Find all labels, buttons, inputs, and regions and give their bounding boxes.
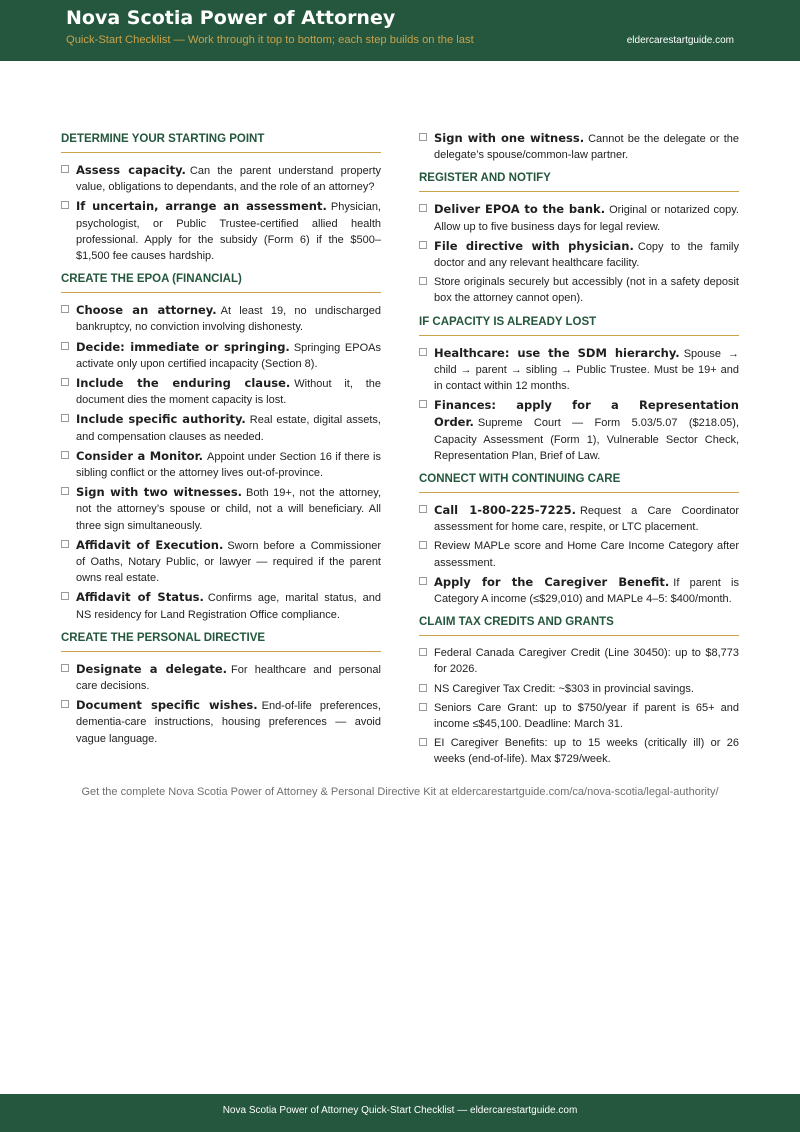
checklist-item	[419, 538, 739, 570]
checkbox[interactable]	[419, 577, 427, 585]
checklist-item	[61, 484, 381, 534]
item-lead: If uncertain, arrange an assessment.	[76, 199, 327, 214]
item-text: EI Caregiver Benefits: up to 15 weeks (critically ill) or 26 weeks (end-of-life). Max $729/week.	[434, 737, 739, 766]
item-text: Request a Care Coordinator assessment for home care, respite, or LTC placement.	[434, 505, 739, 534]
checklist-item	[61, 661, 381, 694]
item-text: If parent is Category A income (≤$29,010) and MAPLe 4–5: $400/month.	[434, 576, 739, 606]
item-lead: Document specific wishes.	[76, 698, 258, 713]
page-subtitle: Quick-Start Checklist — Work through it top to bottom; each step builds on the last	[66, 34, 474, 46]
checklist-item	[419, 735, 739, 767]
section-heading: CREATE THE EPOA (FINANCIAL)	[61, 270, 381, 293]
checklist-section	[419, 470, 739, 607]
item-text: Federal Canada Caregiver Credit (Line 30450): up to $8,773 for 2026.	[434, 647, 739, 676]
checkbox[interactable]	[419, 133, 427, 141]
checklist-item	[61, 411, 381, 444]
checkbox[interactable]	[419, 204, 427, 212]
item-lead: Sign with two witnesses.	[76, 485, 243, 500]
checklist-item	[419, 345, 739, 395]
item-text: Both 19+, not the attorney, not the attorney’s spouse or child, not a will beneficiary. All three sign simultaneously.	[76, 487, 381, 532]
checklist-item	[61, 198, 381, 264]
checkbox[interactable]	[61, 487, 69, 495]
section-heading: CLAIM TAX CREDITS AND GRANTS	[419, 613, 739, 636]
checklist-item	[61, 448, 381, 481]
checkbox[interactable]	[61, 201, 69, 209]
checkbox[interactable]	[419, 684, 427, 692]
item-text: Original or notarized copy. Allow up to five business days for legal review.	[434, 204, 739, 233]
checklist-item	[419, 645, 739, 677]
checklist-item	[61, 375, 381, 408]
item-text: Springing EPOAs activate only upon certified incapacity (Section 8).	[76, 341, 381, 370]
item-text: Sworn before a Commissioner of Oaths, Notary Public, or lawyer — required if the parent owns real estate.	[76, 539, 381, 585]
item-text: Spouse → child → parent → sibling → Public Trustee. Must be 19+ and in contact within 12 months.	[434, 347, 739, 393]
checklist-item	[61, 302, 381, 335]
checklist-item	[419, 201, 739, 234]
checkbox[interactable]	[419, 703, 427, 711]
checklist-item	[61, 537, 381, 587]
item-text: Review MAPLe score and Home Care Income Category after assessment.	[434, 540, 739, 569]
checkbox[interactable]	[61, 378, 69, 386]
page-footer	[0, 1094, 800, 1132]
checklist-item	[419, 574, 739, 607]
checkbox[interactable]	[419, 348, 427, 356]
checklist-section	[61, 130, 381, 264]
item-text: Supreme Court — Form 5.03/5.07 ($218.05), Capacity Assessment (Form 1), Vulnerable Sector Check, Representation Plan, Brief of Law.	[434, 417, 739, 462]
checklist-item	[419, 700, 739, 732]
item-lead: Include the enduring clause.	[76, 376, 291, 391]
item-lead: Decide: immediate or springing.	[76, 339, 290, 354]
section-heading: DETERMINE YOUR STARTING POINT	[61, 130, 381, 153]
item-lead: Sign with one witness.	[434, 131, 585, 145]
item-lead: Affidavit of Execution.	[76, 537, 224, 552]
checklist-item	[419, 681, 739, 697]
item-lead: Apply for the Caregiver Benefit.	[434, 574, 670, 589]
checklist-item	[419, 397, 739, 464]
footer-text: Nova Scotia Power of Attorney Quick-Start Checklist — eldercarestartguide.com	[222, 1105, 578, 1116]
checklist-item	[61, 589, 381, 622]
checkbox[interactable]	[61, 342, 69, 350]
checklist-body	[61, 130, 739, 770]
checklist-item	[419, 238, 739, 271]
checkbox[interactable]	[61, 540, 69, 548]
item-text: Real estate, digital assets, and compensation clauses as needed.	[76, 414, 381, 443]
item-text: Store originals securely but accessibly (not in a safety deposit box the attorney cannot open).	[434, 276, 739, 305]
section-heading: CONNECT WITH CONTINUING CARE	[419, 470, 739, 493]
checklist-section	[61, 270, 381, 623]
checklist-item	[61, 162, 381, 195]
section-heading: REGISTER AND NOTIFY	[419, 169, 739, 192]
item-lead: Affidavit of Status.	[76, 590, 204, 605]
item-text: Copy to the family doctor and any relevant healthcare facility.	[434, 240, 739, 270]
item-lead: File directive with physician.	[434, 238, 634, 253]
checkbox[interactable]	[61, 305, 69, 313]
item-lead: Include specific authority.	[76, 412, 246, 427]
item-text: At least 19, no undischarged bankruptcy, no conviction involving dishonesty.	[76, 305, 381, 334]
item-text: Cannot be the delegate or the delegate’s spouse/common-law partner.	[434, 133, 739, 162]
checkbox[interactable]	[419, 505, 427, 513]
checkbox[interactable]	[61, 592, 69, 600]
item-lead: Designate a delegate.	[76, 661, 228, 676]
item-lead: Finances: apply for a Representation Order.	[434, 398, 739, 430]
checklist-section	[419, 169, 739, 306]
checklist-item	[419, 502, 739, 535]
checkbox[interactable]	[419, 400, 427, 408]
checklist-item	[61, 339, 381, 372]
page-header	[0, 0, 800, 61]
checkbox[interactable]	[61, 664, 69, 672]
item-text: Confirms age, marital status, and NS residency for Land Registration Office compliance.	[76, 592, 381, 621]
section-heading: IF CAPACITY IS ALREADY LOST	[419, 313, 739, 336]
checkbox[interactable]	[419, 541, 427, 549]
checkbox[interactable]	[61, 165, 69, 173]
site-url: eldercarestartguide.com	[626, 35, 734, 46]
section-heading: CREATE THE PERSONAL DIRECTIVE	[61, 629, 381, 652]
page-title: Nova Scotia Power of Attorney	[66, 7, 396, 29]
checklist-item	[419, 274, 739, 306]
item-lead: Healthcare: use the SDM hierarchy.	[434, 345, 680, 360]
item-text: For healthcare and personal care decisions.	[76, 663, 381, 693]
item-lead: Assess capacity.	[76, 163, 186, 177]
item-text: End-of-life preferences, dementia-care instructions, housing preferences — avoid vague language.	[76, 700, 381, 745]
item-lead: Consider a Monitor.	[76, 448, 203, 463]
checkbox[interactable]	[61, 451, 69, 459]
checklist-section	[419, 613, 739, 767]
item-text: Appoint under Section 16 if there is sibling conflict or the attorney lives out-of-province.	[76, 450, 381, 480]
checkbox[interactable]	[419, 277, 427, 285]
checkbox[interactable]	[61, 414, 69, 422]
item-text: Can the parent understand property value, obligations to dependants, and the role of an attorney?	[76, 165, 382, 194]
checkbox[interactable]	[419, 738, 427, 746]
checkbox[interactable]	[419, 241, 427, 249]
item-text: Seniors Care Grant: up to $750/year if parent is 65+ and income ≤$45,100. Deadline: March 31.	[434, 701, 739, 731]
item-text: Physician, psychologist, or Public Trustee-certified allied health professional. Apply for the subsidy (Form 6) if the $500–$1,500 fee causes hardship.	[76, 201, 381, 263]
checklist-item	[61, 697, 381, 747]
item-text: Without it, the document dies the moment capacity is lost.	[76, 378, 381, 407]
kit-link[interactable]: Get the complete Nova Scotia Power of Attorney & Personal Directive Kit at eldercarestartguide.com/ca/nova-scotia/legal-authority/	[81, 786, 719, 798]
checklist-section	[419, 313, 739, 464]
checkbox[interactable]	[61, 700, 69, 708]
item-text: NS Caregiver Tax Credit: ~$303 in provincial savings.	[434, 682, 694, 695]
checklist-item	[419, 130, 739, 163]
item-lead: Deliver EPOA to the bank.	[434, 202, 606, 217]
item-lead: Choose an attorney.	[76, 303, 217, 318]
item-lead: Call 1-800-225-7225.	[434, 503, 576, 518]
checkbox[interactable]	[419, 648, 427, 656]
